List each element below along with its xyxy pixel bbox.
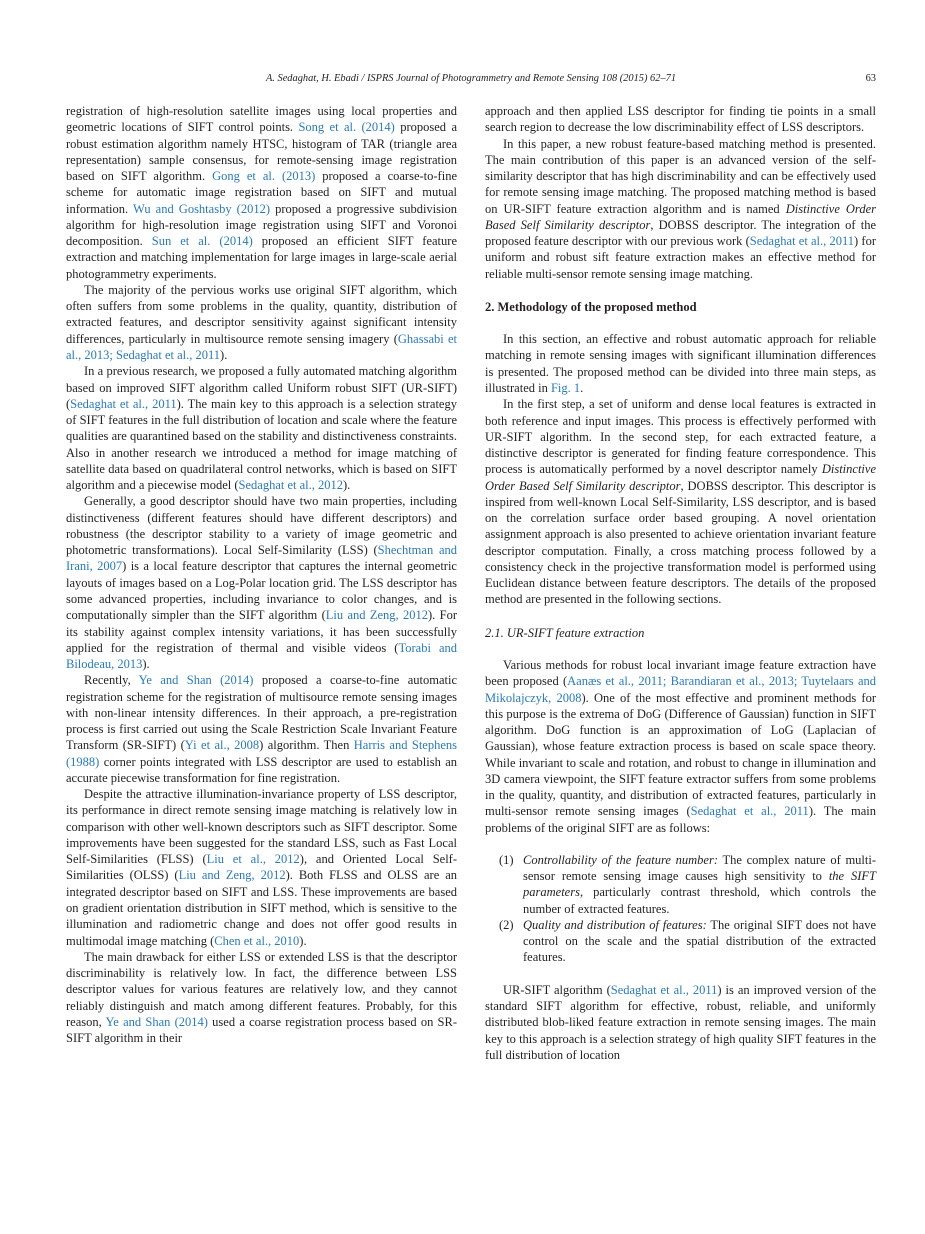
citation-link[interactable]: Wu and Goshtasby (2012) [133, 201, 270, 216]
paragraph: In a previous research, we proposed a fully automated matching algorithm based on improved SIFT algorithm called Uniform robust SIFT (UR-SIFT) (Sedaghat et al., 2011). The main key to this approach is a selection strategy of SIFT features in the full distribution of location and scale where the feature qualities are quarantined based on the stability and distinctiveness constraints. Also in another research we introduced a method for image matching of satellite data based on quadrilateral control networks, which is based on SIFT algorithm and a piecewise model (Sedaghat et al., 2012). [66, 364, 457, 493]
citation-link[interactable]: Song et al. (2014) [298, 120, 395, 135]
paragraph: approach and then applied LSS descriptor for finding tie points in a small search region to decrease the low discriminability effect of LSS descriptors. [485, 104, 876, 135]
citation-link[interactable]: Liu and Zeng, 2012 [178, 868, 286, 883]
citation-link[interactable]: Ghassabi et al., 2013; Sedaghat et al., 2011 [66, 331, 457, 362]
citation-link[interactable]: Ye and Shan (2014) [105, 1014, 208, 1029]
citation-link[interactable]: Sedaghat et al., 2011 [70, 396, 177, 411]
italic-text: the SIFT parameters [523, 869, 876, 900]
citation-link[interactable]: Shechtman and Irani, 2007 [66, 543, 457, 574]
italic-text: Distinctive Order Based Self Similarity descriptor [485, 201, 876, 232]
paragraph: registration of high-resolution satellite images using local properties and geometric locations of SIFT control points. Song et al. (2014) proposed a robust estimation algorithm namely HTSC, histogram of TAR (triangle area representation) sample consensus, for remote-sensing image registration based on SIFT algorithm. Gong et al. (2013) proposed a coarse-to-fine scheme for automatic image registration based on SIFT and mutual information. Wu and Goshtasby (2012) proposed a progressive subdivision algorithm for high-resolution image registration using SIFT and Voronoi decomposition. Sun et al. (2014) proposed an efficient SIFT feature extraction and matching implementation for large images in large-scale aerial photogrammetry experiments. [66, 104, 457, 281]
list-number: (1) [499, 852, 514, 867]
paragraph: Recently, Ye and Shan (2014) proposed a coarse-to-fine automatic registration scheme for the registration of multisource remote sensing images with non-linear intensity differences. In their approach, a pre-registration process is first carried out using the Scale Restriction Scale Invariant Feature Transform (SR-SIFT) (Yi et al., 2008) algorithm. Then Harris and Stephens (1988) corner points integrated with LSS descriptor are used to establish an accurate piecewise transformation for fine registration. [66, 673, 458, 785]
paragraph: Generally, a good descriptor should have two main properties, including distinctiveness (different features should have different descriptors) and robustness (the descriptor stability to a variety of image geometric and photometric transformations). Local Self-Similarity (LSS) (Shechtman and Irani, 2007) is a local feature descriptor that captures the internal geometric layouts of images based on a Log-Polar location grid. The LSS descriptor has some advanced properties, including invariance to color changes, and is computationally simpler than the SIFT algorithm (Liu and Zeng, 2012). For its stability against complex intensity variations, it has been successfully applied for the registration of thermal and visible videos (Torabi and Bilodeau, 2013). [66, 494, 458, 672]
problems-list [485, 852, 876, 966]
section-heading: 2. Methodology of the proposed method [485, 299, 697, 314]
citation-link[interactable]: Gong et al. (2013) [212, 169, 316, 184]
citation-link[interactable]: Sedaghat et al., 2012 [238, 478, 344, 493]
citation-link[interactable]: Sun et al. (2014) [151, 234, 253, 249]
left-column [66, 103, 457, 1046]
list-text: Controllability of the feature number: The complex nature of multi-sensor remote sensing image causes high sensitivity to the SIFT parameters, particularly contrast threshold, which controls the number of extracted features. [523, 852, 876, 916]
paragraph: UR-SIFT algorithm (Sedaghat et al., 2011) is an improved version of the standard SIFT algorithm for effective, robust, reliable, and uniformly distributed blob-liked feature extraction in remote sensing images. The main key to this approach is a selection strategy of high quality SIFT features in the full distribution of location [485, 982, 876, 1062]
italic-text: Quality and distribution of features: [523, 917, 707, 932]
citation-link[interactable]: Yi et al., 2008 [184, 738, 260, 753]
running-title: A. Sedaghat, H. Ebadi / ISPRS Journal of Photogrammetry and Remote Sensing 108 (2015) 62–71 [265, 73, 677, 84]
list-item [485, 852, 876, 917]
citation-link[interactable]: Liu and Zeng, 2012 [325, 608, 429, 623]
italic-text: Controllability of the feature number: [523, 852, 718, 867]
italic-text: Distinctive Order Based Self Similarity descriptor [485, 462, 876, 493]
page-number: 63 [865, 73, 876, 84]
citation-link[interactable]: Liu et al., 2012 [206, 852, 300, 867]
citation-link[interactable]: Chen et al., 2010 [214, 933, 300, 948]
citation-link[interactable]: Torabi and Bilodeau, 2013 [66, 640, 457, 672]
subsection-heading: 2.1. UR-SIFT feature extraction [485, 625, 645, 640]
citation-link[interactable]: Fig. 1 [550, 380, 581, 395]
paragraph: In the first step, a set of uniform and dense local features is extracted in both reference and input images. This process is effectively performed with UR-SIFT algorithm. In the second step, for each extracted feature, a distinctive descriptor is generated for finding feature correspondence. This process is automatically performed by a novel descriptor namely Distinctive Order Based Self Similarity descriptor, DOBSS descriptor. This descriptor is inspired from well-known Local Self-Similarity, LSS descriptor, and is based on the correlation surface order based grouping. A novel orientation assignment approach is also presented to achieve orientation invariant feature descriptor computation. Finally, a cross matching process followed by a consistency check in the projective transformation model is performed using Euclidean distance between feature descriptors. The details of the proposed method are presented in the following sections. [485, 397, 876, 607]
citation-link[interactable]: Sedaghat et al., 2011 [610, 982, 718, 997]
citation-link[interactable]: Sedaghat et al., 2011 [749, 234, 855, 249]
list-text: Quality and distribution of features: The original SIFT does not have control on the scale and the spatial distribution of the extracted features. [523, 917, 876, 965]
paragraph: The majority of the pervious works use original SIFT algorithm, which often suffers from some problems in the quality, quantity, distribution of extracted features, and descriptor sensitivity against significant intensity differences, particularly in multisource remote sensing imagery (Ghassabi et al., 2013; Sedaghat et al., 2011). [66, 282, 457, 362]
paragraph: In this paper, a new robust feature-based matching method is presented. The main contribution of this paper is an advanced version of the self-similarity descriptor that has high discriminability and can be effectively used for remote sensing image matching. The proposed matching method is based on UR-SIFT feature extraction algorithm and is named Distinctive Order Based Self Similarity descriptor, DOBSS descriptor. The integration of the proposed feature descriptor with our previous work (Sedaghat et al., 2011) for uniform and robust sift feature extraction makes an effective method for reliable multi-sensor remote sensing image matching. [485, 136, 876, 281]
paragraph: The main drawback for either LSS or extended LSS is that the descriptor discriminability is relatively low. In fact, the difference between LSS descriptor values for various features are relatively low, and they cannot reliably distinguish and match among different features. Probably, for this reason, Ye and Shan (2014) used a coarse registration process based on SR-SIFT algorithm in their [66, 949, 458, 1046]
paragraph: In this section, an effective and robust automatic approach for reliable matching in remote sensing images with significant illumination differences is presented. The proposed method can be divided into three main steps, as illustrated in Fig. 1. [485, 332, 876, 395]
citation-link[interactable]: Ye and Shan (2014) [138, 673, 254, 688]
paragraph: Various methods for robust local invariant image feature extraction have been proposed (Aanæs et al., 2011; Barandiaran et al., 2013; Tuytelaars and Mikolajczyk, 2008). One of the most effective and prominent methods for this purpose is the extrema of DoG (Difference of Gaussian) function in SIFT algorithm. DoG function is an approximation of LoG (Laplacian of Gaussian), whose feature extraction process is based on scale space theory. While invariant to scale and rotation, and robust to change in illumination and 3D camera viewpoint, the SIFT feature extractor suffers from some problems in the quality, quantity, and distribution of extracted features, particularly in multi-sensor remote sensing images (Sedaghat et al., 2011). The main problems of the original SIFT are as follows: [485, 657, 876, 835]
citation-link[interactable]: Aanæs et al., 2011; Barandiaran et al., 2013; Tuytelaars and Mikolajczyk, 2008 [485, 674, 876, 705]
right-column [485, 103, 876, 1063]
list-item [485, 917, 876, 966]
paragraph: Despite the attractive illumination-invariance property of LSS descriptor, its performance in direct remote sensing image matching is relatively low in comparison with other well-known descriptors such as SIFT descriptor. Some improvements have been suggested for the standard LSS, such as Fast Local Self-Similarities (FLSS) (Liu et al., 2012), and Oriented Local Self-Similarities (OLSS) (Liu and Zeng, 2012). Both FLSS and OLSS are an integrated descriptor based on SIFT and LSS. These improvements are based on gradient orientation distribution in SIFT method, which is sensitive to the illumination and radiometric change and does not offer good results in multimodal image matching (Chen et al., 2010). [66, 787, 457, 948]
running-head [66, 73, 876, 87]
list-number: (2) [499, 917, 514, 932]
citation-link[interactable]: Harris and Stephens (1988) [66, 738, 457, 769]
citation-link[interactable]: Sedaghat et al., 2011 [690, 804, 809, 819]
